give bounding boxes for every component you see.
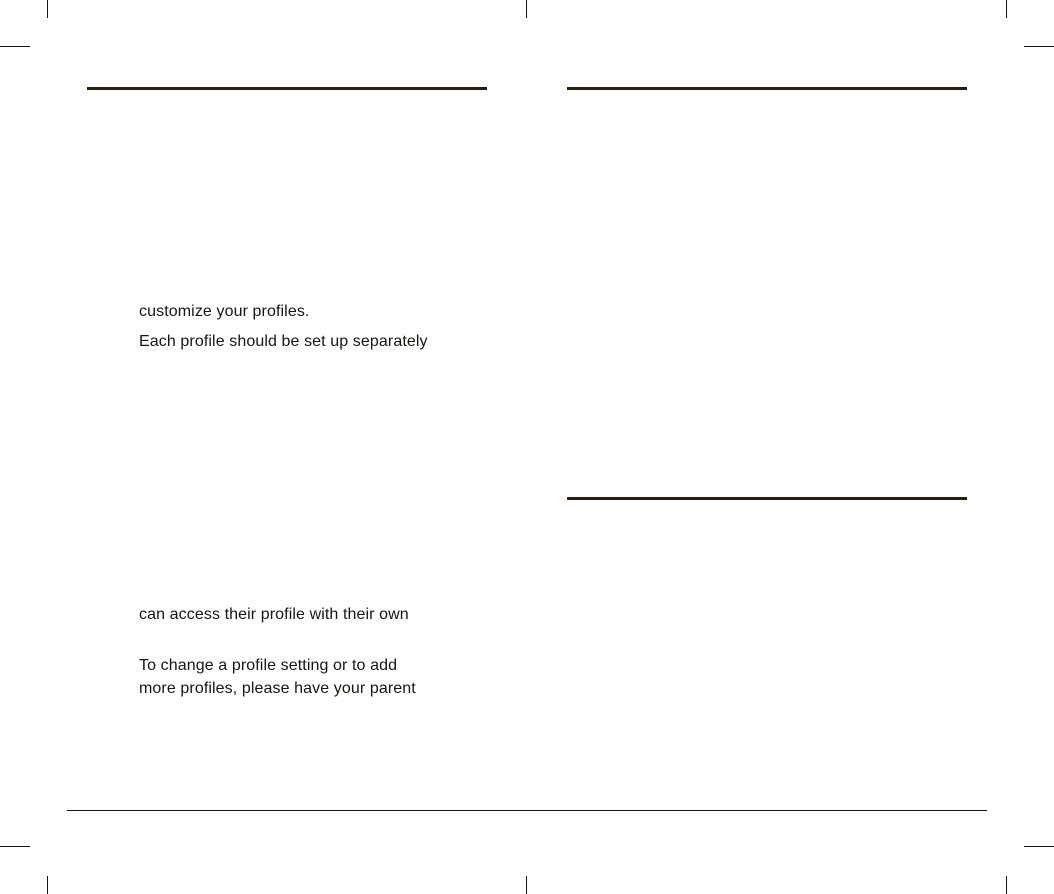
crop-mark <box>47 876 48 894</box>
crop-mark <box>1006 876 1007 894</box>
crop-mark <box>47 0 48 18</box>
text-line: can access their profile with their own <box>139 606 409 623</box>
text-line: customize your profiles. <box>139 303 310 320</box>
right-section-rule <box>567 497 967 500</box>
crop-mark <box>1024 846 1054 847</box>
crop-mark <box>1006 0 1007 18</box>
crop-mark <box>0 46 30 47</box>
left-header-rule <box>87 87 487 90</box>
crop-mark <box>526 0 527 18</box>
text-line: Each profile should be set up separately <box>139 333 428 350</box>
text-line: more profiles, please have your parent <box>139 680 416 697</box>
footer-rule <box>67 810 987 811</box>
right-header-rule <box>567 87 967 90</box>
crop-mark <box>0 846 30 847</box>
text-line: To change a profile setting or to add <box>139 657 398 674</box>
crop-mark <box>1024 46 1054 47</box>
crop-mark <box>526 876 527 894</box>
